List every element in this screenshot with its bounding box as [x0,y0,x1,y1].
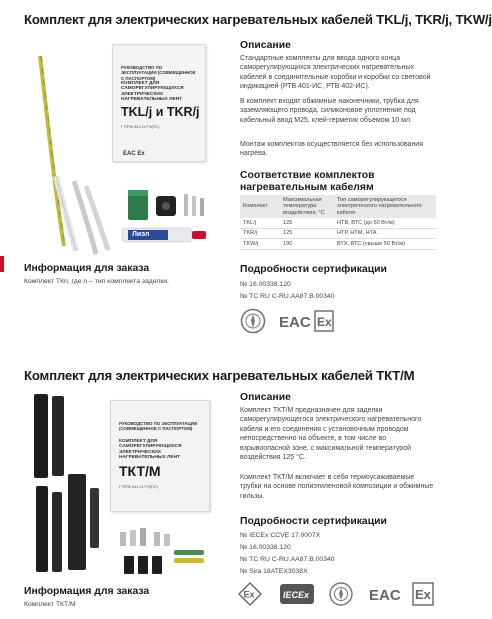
booklet-code: Г ПРЖ.541.11 РЭ(ПС) [121,125,160,129]
section2-description-p2: Комплект ТКТ/М включает в себя термоусаживаемые трубки на основе полиэтиленовой композиции и обжимные гильзы. [240,474,434,500]
table-cell: 125 [280,228,334,239]
kit-parts-illustration [24,36,234,256]
table-cell: TKW/j [240,239,280,250]
ex-mark-icon [412,582,434,606]
gost-r-seal-icon [240,308,266,334]
section2-cert-line-4: № Sira 18ATEX3038X [240,568,308,575]
booklet-code: Г ПРЖ.541.14 РЭ(ПС) [119,485,158,489]
svg-text:IECEx: IECEx [283,590,310,600]
section1-order-heading: Информация для заказа [24,263,150,274]
svg-text:Ex: Ex [243,589,255,600]
table-cell: 190 [280,239,334,250]
booklet-model: ТКТ/М [119,463,161,479]
table-cell: TKL/j [240,218,280,228]
section1-order-text: Комплект ТКn, где n – тип комплекта заделки. [24,278,169,285]
table-header-cable-type: Тип саморегулирующегося электрического нагревательного кабеля [334,195,436,218]
table-header-kit: Комплект [240,195,280,218]
table-cell: НТР, НТМ, НТА [334,228,436,239]
section1-description-p1: Стандартные комплекты для ввода одного конца саморегулирующихся электрических нагревательных кабелей в соединительные коробки и коробки со световой индикацией (РТВ 401-ИС, РТВ 402-ИС). [240,55,431,91]
section2-description-heading: Описание [240,392,291,403]
kit-cable-compatibility-table [240,195,436,250]
eac-mark-icon [368,584,401,604]
product-photo-kit-tkl [24,36,234,256]
table-cell: TKR/j [240,228,280,239]
section1-description-p2: В комплект входят обжимные наконечники, трубка для заземляющего провода, силиконовое уплотнение под кабельный ввод М25, клей-герметик объемом 10 мл. [240,98,419,124]
table-row [240,228,436,239]
table-row [240,218,436,228]
atex-seal-icon [328,582,354,606]
section2-title: Комплект для электрических нагревательных кабелей ТКТ/М [24,368,415,383]
table-header-row [240,195,436,218]
section1-cert-line-2: № ТС RU C-RU.АА87.В.00340 [240,293,335,300]
section2-cert-line-2: № 16.00338.120 [240,544,291,551]
section2-order-text: Комплект ТКТ/М [24,601,76,608]
booklet-subtitle: КОМПЛЕКТ ДЛЯ САМОРЕГУЛИРУЮЩИХСЯ ЭЛЕКТРИЧЕСКИХ НАГРЕВАТЕЛЬНЫХ ЛЕНТ [119,439,182,461]
product-photo-kit-tkt [24,392,234,582]
ex-hexagon-icon [238,582,262,606]
svg-text:EAC: EAC [369,587,401,604]
section1-table-heading: Соответствие комплектов нагревательным кабелям [240,170,375,193]
booklet-marks: EAC Ex [123,151,145,157]
section1-description-p3: Монтаж комплектов осуществляется без использования нагрева. [240,141,424,158]
section2-cert-line-1: № IECEx CCVE 17.0007X [240,532,321,539]
crimp-sleeves-illustration [24,392,234,582]
section2-description-p1: Комплект ТКТ/М предназначен для заделки саморегулирующегося электрического нагревательного кабеля и его соединения с установочным проводом непосредственно на объекте, в том числе во взрывоопасной зоне, с максимальной температурой воздействия 125 °С. [240,407,422,462]
table-row [240,239,436,250]
accent-marker [0,256,4,272]
booklet-subtitle: КОМПЛЕКТ ДЛЯ САМОРЕГУЛИРУЮЩИХСЯ ЭЛЕКТРИЧЕСКИХ НАГРЕВАТЕЛЬНЫХ ЛЕНТ [121,81,184,103]
section1-cert-logos [240,308,346,334]
svg-text:Ex: Ex [415,587,431,602]
booklet-header: РУКОВОДСТВО ПО ЭКСПЛУАТАЦИИ (СОВМЕЩЕННОЕ С ПАСПОРТОМ) [121,65,196,81]
section1-description-heading: Описание [240,40,291,51]
iecex-logo-icon [280,582,314,606]
booklet-model: TKL/j и TKR/j [121,105,200,119]
section2-cert-line-3: № ТС RU C-RU.АА87.В.00340 [240,556,335,563]
svg-text:Ex: Ex [317,315,332,329]
section2-cert-heading: Подробности сертификации [240,516,387,527]
section1-cert-heading: Подробности сертификации [240,264,387,275]
section1-title: Комплект для электрических нагревательных кабелей TKL/j, TKR/j, TKW/j [24,12,492,27]
table-cell: ВТХ, ВТС (свыше 50 Вт/м) [334,239,436,250]
section1-cert-line-1: № 16.00338.120 [240,281,291,288]
table-header-max-temp: Максимальная температура воздействия, °С [280,195,334,218]
booklet-header: РУКОВОДСТВО ПО ЭКСПЛУАТАЦИИ (СОВМЕЩЕННОЕ С ПАСПОРТОМ) [119,421,198,432]
ex-mark-icon [314,310,334,332]
svg-text:EAC: EAC [279,314,311,331]
table-cell: 125 [280,218,334,228]
eac-mark-icon [278,312,311,331]
glue-tube-label: Лиэл [132,231,150,238]
section2-cert-logos [238,582,434,606]
table-cell: НТВ, ВТС (до 50 Вт/м) [334,218,436,228]
section2-order-heading: Информация для заказа [24,586,150,597]
